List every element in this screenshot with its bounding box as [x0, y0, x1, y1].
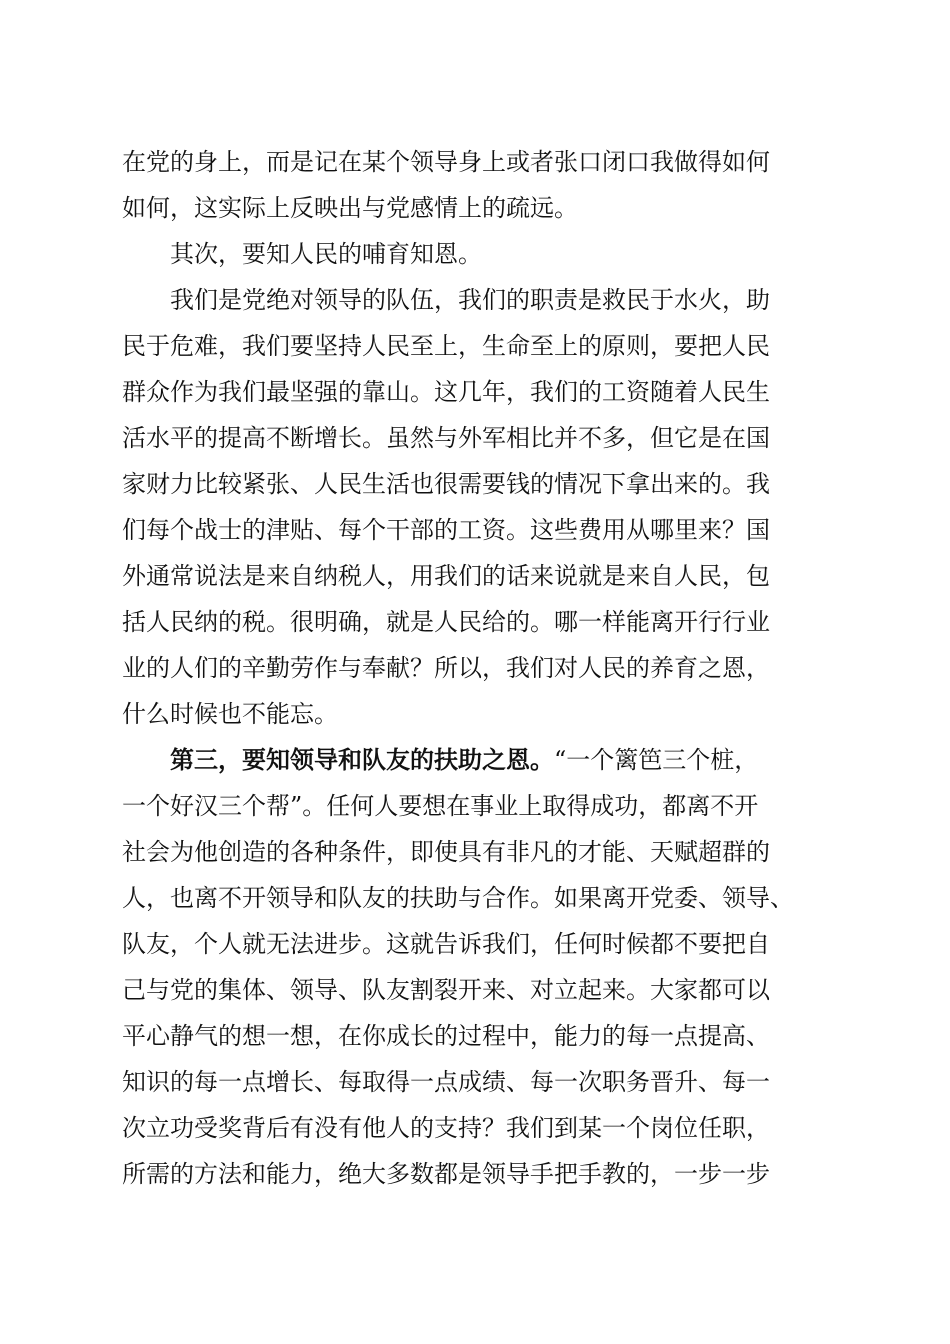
- proverb-start: “一个篱笆三个桩，: [554, 746, 759, 774]
- text-line: 业的人们的辛勤劳作与奉献？所以，我们对人民的养育之恩，: [122, 654, 770, 682]
- text-line: 活水平的提高不断增长。虽然与外军相比并不多，但它是在国: [122, 424, 770, 452]
- text-line: 什么时候也不能忘。: [122, 700, 338, 728]
- text-line: 次立功受奖背后有没有他人的支持？我们到某一个岗位任职，: [122, 1114, 770, 1142]
- text-line: 们每个战士的津贴、每个干部的工资。这些费用从哪里来？国: [122, 516, 770, 544]
- section-heading-third: [170, 740, 758, 780]
- text-line: 家财力比较紧张、人民生活也很需要钱的情况下拿出来的。我: [122, 470, 770, 498]
- text-line: 如何，这实际上反映出与党感情上的疏远。: [122, 194, 578, 222]
- text-line: 一个好汉三个帮”。任何人要想在事业上取得成功，都离不开: [122, 792, 759, 820]
- text-line: 平心静气的想一想，在你成长的过程中，能力的每一点提高、: [122, 1022, 770, 1050]
- text-line: 社会为他创造的各种条件，即使具有非凡的才能、天赋超群的: [122, 838, 770, 866]
- text-line: 己与党的集体、领导、队友割裂开来、对立起来。大家都可以: [122, 976, 770, 1004]
- section-heading-second: 其次，要知人民的哺育知恩。: [170, 240, 482, 268]
- text-line: 我们是党绝对领导的队伍，我们的职责是救民于水火，助: [170, 286, 770, 314]
- text-line: 知识的每一点增长、每取得一点成绩、每一次职务晋升、每一: [122, 1068, 770, 1096]
- text-line: 在党的身上，而是记在某个领导身上或者张口闭口我做得如何: [122, 148, 770, 176]
- text-line: 括人民纳的税。很明确，就是人民给的。哪一样能离开行行业: [122, 608, 770, 636]
- text-line: 民于危难，我们要坚持人民至上，生命至上的原则，要把人民: [122, 332, 770, 360]
- text-line: 所需的方法和能力，绝大多数都是领导手把手教的，一步一步: [122, 1160, 770, 1188]
- section-heading-third-title: 第三，要知领导和队友的扶助之恩。: [170, 745, 554, 774]
- text-line: 人，也离不开领导和队友的扶助与合作。如果离开党委、领导、: [122, 884, 794, 912]
- text-line: 外通常说法是来自纳税人，用我们的话来说就是来自人民，包: [122, 562, 770, 590]
- text-line: 群众作为我们最坚强的靠山。这几年，我们的工资随着人民生: [122, 378, 770, 406]
- text-line: 队友，个人就无法进步。这就告诉我们，任何时候都不要把自: [122, 930, 770, 958]
